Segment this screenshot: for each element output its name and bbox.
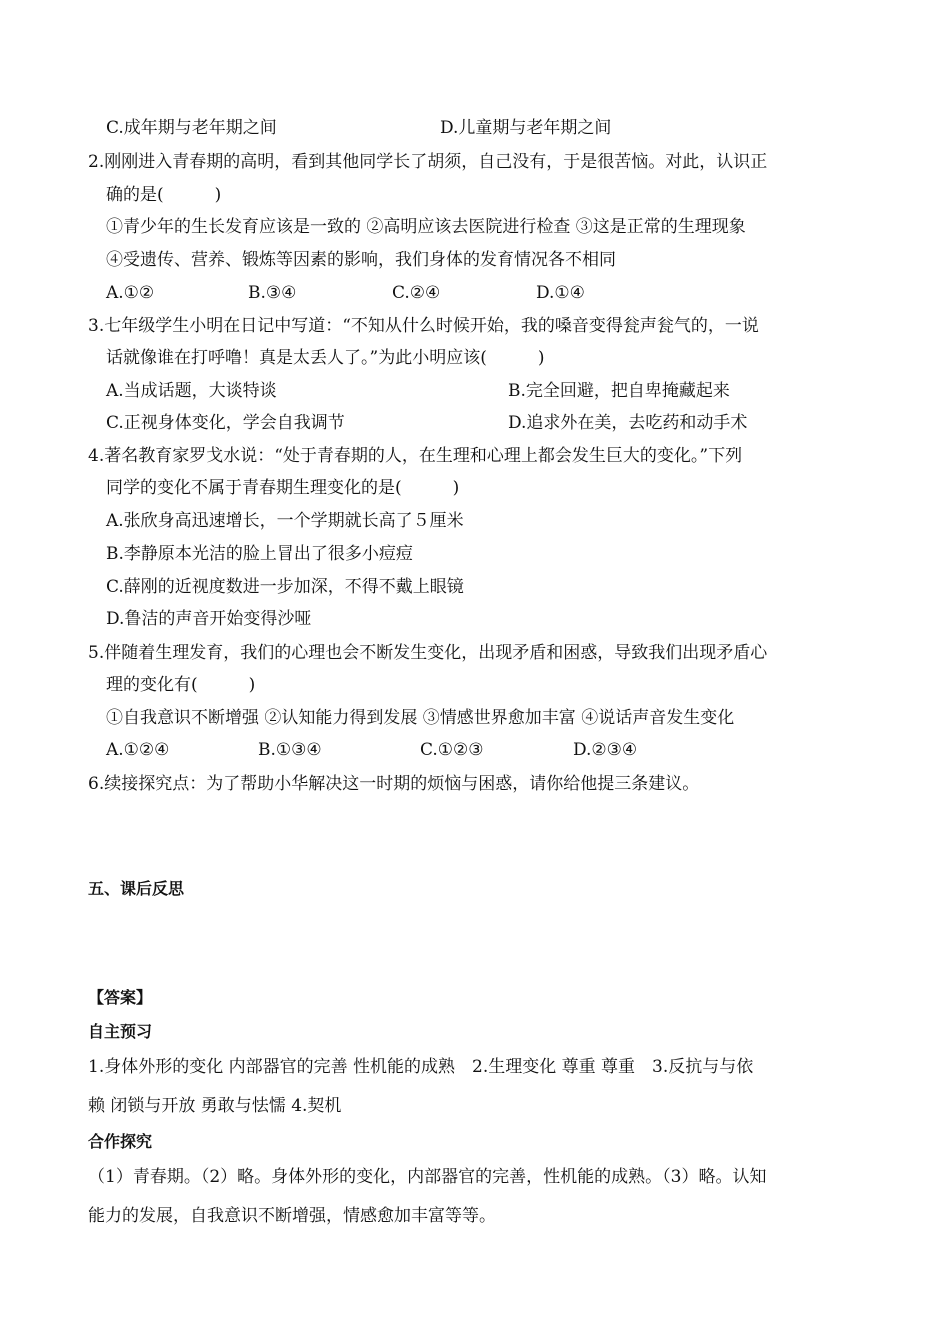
q2-option-b: B.③④ (248, 283, 297, 303)
q3-option-b: B.完全回避，把自卑掩藏起来 (508, 381, 730, 401)
q3-stem-line2: 话就像谁在打呼噜！真是太丢人了。”为此小明应该( ) (106, 348, 545, 368)
q3-option-a: A.当成话题，大谈特谈 (106, 381, 277, 401)
q2-option-c: C.②④ (392, 283, 441, 303)
q6-stem: 6.续接探究点：为了帮助小华解决这一时期的烦恼与困惑，请你给他提三条建议。 (88, 774, 700, 794)
q4-option-c: C.薛刚的近视度数进一步加深，不得不戴上眼镜 (106, 577, 464, 597)
q3-option-c: C.正视身体变化，学会自我调节 (106, 413, 345, 433)
q4-option-d: D.鲁洁的声音开始变得沙哑 (106, 609, 312, 629)
q5-stem-line1: 5.伴随着生理发育，我们的心理也会不断发生变化，出现矛盾和困惑，导致我们出现矛盾心 (88, 643, 768, 663)
q4-option-b: B.李静原本光洁的脸上冒出了很多小痘痘 (106, 544, 413, 564)
q4-stem-line2: 同学的变化不属于青春期生理变化的是( ) (106, 478, 460, 498)
q1-option-d: D.儿童期与老年期之间 (440, 118, 612, 138)
q5-option-c: C.①②③ (420, 740, 484, 760)
q2-stem-line1: 2.刚刚进入青春期的高明，看到其他同学长了胡须，自己没有，于是很苦恼。对此，认识正 (88, 152, 768, 172)
q2-stem-line2: 确的是( ) (106, 185, 222, 205)
self-study-answer-line2: 赖 闭锁与开放 勇敢与怯懦 4.契机 (88, 1096, 342, 1116)
q2-statements-line1: ①青少年的生长发育应该是一致的 ②高明应该去医院进行检查 ③这是正常的生理现象 (106, 217, 746, 237)
q1-option-c: C.成年期与老年期之间 (106, 118, 277, 138)
q5-stem-line2: 理的变化有( ) (106, 675, 256, 695)
q5-option-a: A.①②④ (106, 740, 170, 760)
coop-answer-line2: 能力的发展，自我意识不断增强，情感愈加丰富等等。 (88, 1206, 496, 1226)
q2-statements-line2: ④受遗传、营养、锻炼等因素的影响，我们身体的发育情况各不相同 (106, 250, 616, 270)
q5-option-b: B.①③④ (258, 740, 322, 760)
q4-option-a: A.张欣身高迅速增长，一个学期就长高了５厘米 (106, 511, 464, 531)
q4-stem-line1: 4.著名教育家罗戈水说：“处于青春期的人，在生理和心理上都会发生巨大的变化。”下列 (88, 446, 743, 466)
q3-option-d: D.追求外在美，去吃药和动手术 (508, 413, 748, 433)
section-5-heading: 五、课后反思 (88, 879, 185, 898)
q5-statements: ①自我意识不断增强 ②认知能力得到发展 ③情感世界愈加丰富 ④说话声音发生变化 (106, 708, 735, 728)
q5-option-d: D.②③④ (573, 740, 638, 760)
coop-heading: 合作探究 (88, 1132, 153, 1151)
q2-option-a: A.①② (106, 283, 155, 303)
q2-option-d: D.①④ (536, 283, 585, 303)
coop-answer-line1: （1）青春期。（2）略。身体外形的变化，内部器官的完善，性机能的成熟。（3）略。认知 (88, 1167, 767, 1187)
answers-title: 【答案】 (88, 988, 153, 1007)
self-study-answer-line1: 1.身体外形的变化 内部器官的完善 性机能的成熟 2.生理变化 尊重 尊重 3.反抗与与依 (88, 1057, 754, 1077)
self-study-heading: 自主预习 (88, 1022, 153, 1041)
q3-stem-line1: 3.七年级学生小明在日记中写道：“不知从什么时候开始，我的嗓音变得瓮声瓮气的，一说 (88, 316, 759, 336)
